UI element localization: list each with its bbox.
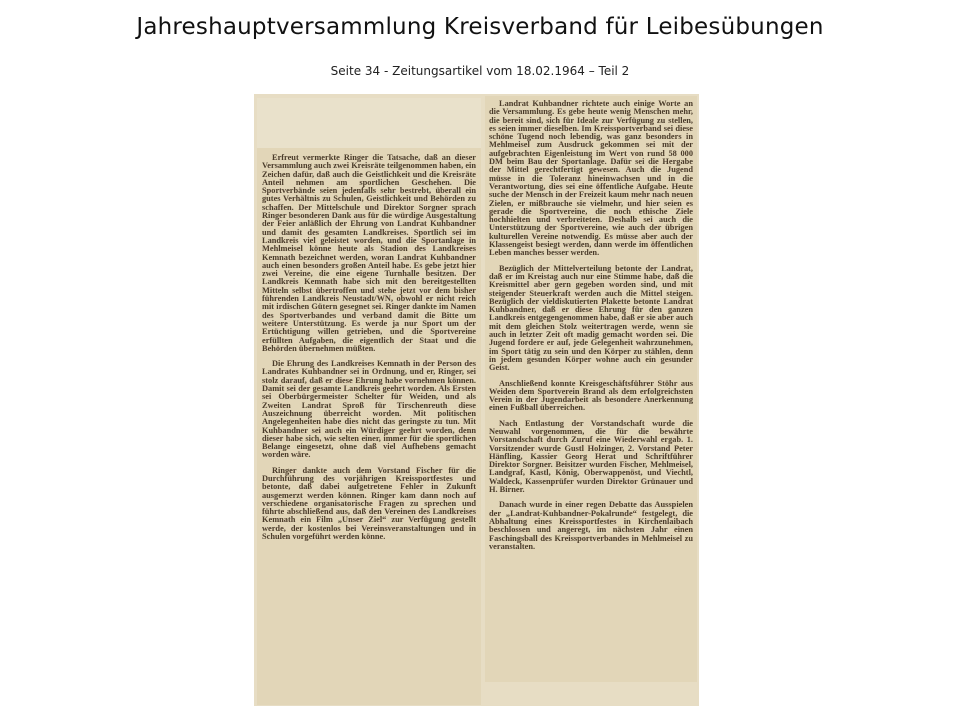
- article-paragraph: Landrat Kuhbandner richtete auch einige Worte an die Versammlung. Es gebe heute wenig Menschen mehr, die bereit sind, sich für Ideale zur Verfügung zu stellen, es seien immer dieselben. Im Kreissportverband sei diese schöne Tugend noch lebendig, was ganz besonders in Mehlmeisel zum Ausdruck gekommen sei mit der aufgebrachten Eigenleistung im Wert von rund 58 000 DM beim Bau der Sportanlage. Dafür sei die Hergabe der Mittel gerechtfertigt gewesen. Auch die Jugend müsse in die Toleranz hineinwachsen und in die Verantwortung, dies sei eine öffentliche Aufgabe. Heute suche der Mensch in der Freizeit kaum mehr nach neuen Zielen, er mißbrauche sie vielmehr, und hier seien es gerade die Sportvereine, die noch ethische Ziele hochhielten und verbreiteten. Deshalb sei auch die Unterstützung der Sportvereine, wie auch der übrigen kulturellen Vereine notwendig. Es müsse aber auch der Klassengeist besiegt werden, dann werde im öffentlichen Leben manches besser werden.: [489, 99, 693, 258]
- column-header-strip: [257, 98, 481, 148]
- article-paragraph: Danach wurde in einer regen Debatte das Ausspielen der „Landrat-Kuhbandner-Pokalrunde“ festgelegt, die Abhaltung eines Kreissportfestes in Kirchenlaibach beschlossen und angeregt, im nächsten Jahr einen Faschingsball des Kreissportverbandes in Mehlmeisel zu veranstalten.: [489, 500, 693, 551]
- article-paragraph: Bezüglich der Mittelverteilung betonte der Landrat, daß er im Kreistag auch nur eine Stimme habe, daß die Kreismittel aber gern gegeben worden sind, und mit steigender Steuerkraft werden auch die Mittel steigen. Bezüglich der vieldiskutierten Plakette betonte Landrat Kuhbandner, daß er diese Ehrung für den ganzen Landkreis entgegengenommen habe, daß er sie aber auch mit dem gleichen Stolz weitertragen werde, wenn sie auch in letzter Zeit oft madig gemacht worden sei. Die Jugend fordere er auf, jede Gelegenheit wahrzunehmen, im Sport tätig zu sein und den Körper zu stählen, denn in jedem gesunden Körper wohne auch ein gesunder Geist.: [489, 263, 693, 373]
- article-paragraph: Die Ehrung des Landkreises Kemnath in der Person des Landrates Kuhbandner sei in Ordnung, und er, Ringer, sei stolz darauf, daß er diese Ehrung habe vornehmen können. Damit sei der gesamte Landkreis geehrt worden. Als Ersten sei Oberbürgermeister Schelter für Weiden, und als Zweiten Landrat Sproß für Tirschenreuth diese Auszeichnung überreicht worden. Mit politischen Angelegenheiten habe dies nicht das geringste zu tun. Mit Kuhbandner sei auch ein Würdiger geehrt worden, denn dieser habe sich, wie selten einer, immer für die sportlichen Belange eingesetzt, ohne daß viel Aufhebens gemacht worden wäre.: [262, 359, 476, 460]
- article-paragraph: Erfreut vermerkte Ringer die Tatsache, daß an dieser Versammlung auch zwei Kreisräte teilgenommen haben, ein Zeichen dafür, daß auch die Geistlichkeit und die Kreisräte Anteil nehmen am sportlichen Geschehen. Die Sportverbände seien jedenfalls sehr bestrebt, überall ein gutes Verhältnis zu Schulen, Geistlichkeit und Behörden zu schaffen. Der Mittelschule und Direktor Sorgner sprach Ringer besonderen Dank aus für die würdige Ausgestaltung der Feier anläßlich der Ehrung von Landrat Kuhbandner und damit des gesamten Landkreises. Sportlich sei im Landkreis viel geleistet worden, und die Sportanlage in Mehlmeisel könne heute als Stadion des Landkreises Kemnath bezeichnet werden, woran Landrat Kuhbandner auch einen besonders großen Anteil habe. Es gebe jetzt hier zwei Vereine, die eine eigene Turnhalle besitzen. Der Landkreis Kemnath habe sich mit den bereitgestellten Mitteln selbst übertroffen und stehe jetzt vor dem bisher führenden Landkreis Neustadt/WN, obwohl er nicht reich mit irdischen Gütern gesegnet sei. Ringer dankte im Namen des Sportverbandes und verband damit die Bitte um weitere Unterstützung. Es werde ja nur Sport um der Ertüchtigung willen getrieben, und die Sportvereine erfüllten Aufgaben, die eigentlich der Staat und die Behörden übernehmen müßten.: [262, 153, 476, 353]
- article-left-column: [257, 98, 481, 705]
- article-paragraph: Nach Entlastung der Vorstandschaft wurde die Neuwahl vorgenommen, die für die bewährte Vorstandschaft durch Zuruf eine Wiederwahl ergab. 1. Vorsitzender wurde Gustl Holzinger, 2. Vorstand Peter Hänfling, Kassier Georg Herat und Schriftführer Direktor Sorgner. Beisitzer wurden Fischer, Mehlmeisel, Landgraf, Kastl, König, Oberwappenöst, und Viechtl, Waldeck, Kassenprüfer wurden Direktor Grünauer und H. Birner.: [489, 418, 693, 495]
- article-paragraph: Ringer dankte auch dem Vorstand Fischer für die Durchführung des vorjährigen Kreissportfestes und betonte, daß dabei aufgetretene Fehler in Zukunft ausgemerzt werden können. Ringer kam dann noch auf verschiedene organisatorische Fragen zu sprechen und führte abschließend aus, daß den Vereinen des Landkreises Kemnath ein Film „Unser Ziel“ zur Verfügung gestellt werde, der kostenlos bei Vereinsveranstaltungen und in Schulen vorgeführt werden könne.: [262, 465, 476, 542]
- article-right-column: [485, 96, 697, 682]
- page-subtitle: Seite 34 - Zeitungsartikel vom 18.02.1964 – Teil 2: [330, 64, 630, 78]
- article-paragraph: Anschließend konnte Kreisgeschäftsführer Stöhr aus Weiden dem Sportverein Brand als dem erfolgreichsten Verein in der Jugendarbeit als besondere Anerkennung einen Fußball überreichen.: [489, 378, 693, 413]
- page-title: Jahreshauptversammlung Kreisverband für Leibesübungen: [136, 14, 824, 40]
